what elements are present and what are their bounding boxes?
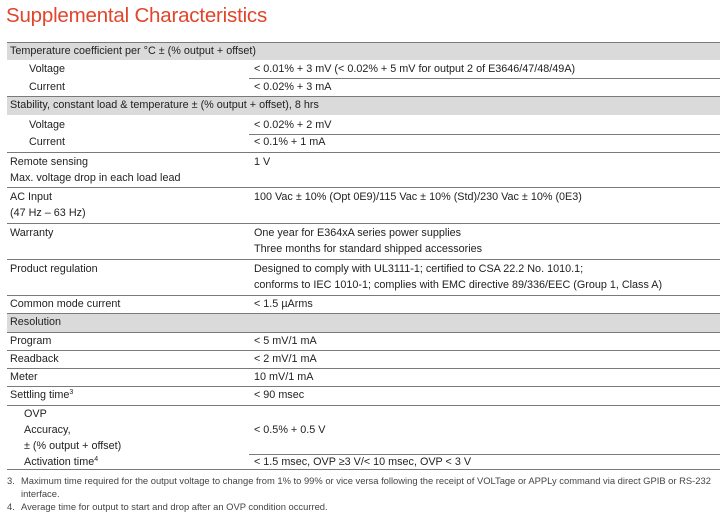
row-value: 1 V (254, 156, 271, 168)
table-row-remote-sensing (7, 152, 720, 187)
row-label: Voltage (29, 119, 66, 131)
table-row-product-regulation (7, 259, 720, 295)
row-label: Accuracy, (24, 424, 71, 436)
row-value: < 1.5 µArms (254, 298, 313, 310)
row-value: 100 Vac ± 10% (Opt 0E9)/115 Vac ± 10% (Std)/230 Vac ± 10% (0E3) (254, 191, 582, 203)
table-row-program (7, 332, 720, 350)
row-value: < 0.1% + 1 mA (254, 136, 326, 148)
row-label: Warranty (10, 227, 54, 239)
row-label: Settling time$^3$ (10, 389, 74, 401)
row-label: Voltage (29, 63, 66, 75)
footnote-text: Maximum time required for the output voltage to change from 1% to 99% or vice versa following the receipt of VOLTage or APPLy command via direct GPIB or RS-232 interface. (21, 475, 711, 499)
row-label: Max. voltage drop in each load lead (10, 172, 181, 184)
row-label: ± (% output + offset) (24, 440, 122, 452)
row-label: Remote sensing (10, 156, 89, 168)
row-value: Designed to comply with UL3111-1; certified to CSA 22.2 No. 1010.1; (254, 263, 584, 275)
table-row-ac-input (7, 187, 720, 223)
row-label: Readback (10, 353, 59, 365)
row-label: Activation time$^4$ (24, 456, 99, 468)
row-value: < 1.5 msec, OVP ≥3 V/< 10 msec, OVP < 3 V (254, 456, 472, 468)
table-row-meter (7, 368, 720, 386)
row-label: Current (29, 136, 66, 148)
row-value: Three months for standard shipped accessories (254, 243, 483, 255)
row-label: Meter (10, 371, 38, 383)
footnote (7, 474, 719, 500)
table-row-readback (7, 350, 720, 368)
row-value: conforms to IEC 1010-1; complies with EMC directive 89/336/EEC (Group 1, Class A) (254, 279, 663, 291)
footnote (7, 500, 719, 513)
section-header-resolution (7, 313, 720, 332)
row-label: (47 Hz – 63 Hz) (10, 207, 86, 219)
table-row-warranty (7, 223, 720, 259)
row-label: Current (29, 81, 66, 93)
table-row (7, 115, 720, 152)
row-label: Product regulation (10, 263, 98, 275)
row-label: AC Input (10, 191, 53, 203)
row-value: < 5 mV/1 mA (254, 335, 317, 347)
specs-table (7, 42, 720, 470)
row-value: < 0.5% + 0.5 V (254, 424, 326, 436)
section-header-stability (7, 96, 720, 115)
row-value: < 0.01% + 3 mV (< 0.02% + 5 mV for output 2 of E3646/47/48/49A) (254, 63, 576, 75)
page-title: Supplemental Characteristics (6, 4, 268, 27)
row-value: 10 mV/1 mA (254, 371, 314, 383)
row-label: Common mode current (10, 298, 121, 310)
footnote-number: 3. (7, 475, 15, 486)
row-value: < 2 mV/1 mA (254, 353, 317, 365)
section-label: Stability, constant load & temperature ± (% output + offset), 8 hrs (10, 99, 319, 111)
section-label: Temperature coefficient per °C ± (% output + offset) (10, 45, 256, 57)
row-value: < 0.02% + 3 mA (254, 81, 332, 93)
footnote-number: 4. (7, 501, 15, 512)
row-value: One year for E364xA series power supplies (254, 227, 462, 239)
section-label: Resolution (10, 316, 62, 328)
table-row (7, 60, 720, 96)
footnote-text: Average time for output to start and drop after an OVP condition occurred. (21, 501, 328, 512)
table-row-ovp (7, 405, 720, 470)
table-row-settling-time (7, 386, 720, 405)
table-row-common-mode (7, 295, 720, 313)
footnote-ref: 3 (69, 389, 74, 396)
row-value: < 0.02% + 2 mV (254, 119, 332, 131)
row-label: Program (10, 335, 52, 347)
section-header-temperature-coefficient (7, 42, 720, 60)
footnote-ref: 4 (94, 456, 99, 463)
footnotes (7, 474, 719, 513)
row-label: OVP (24, 408, 47, 420)
row-value: < 90 msec (254, 389, 305, 401)
